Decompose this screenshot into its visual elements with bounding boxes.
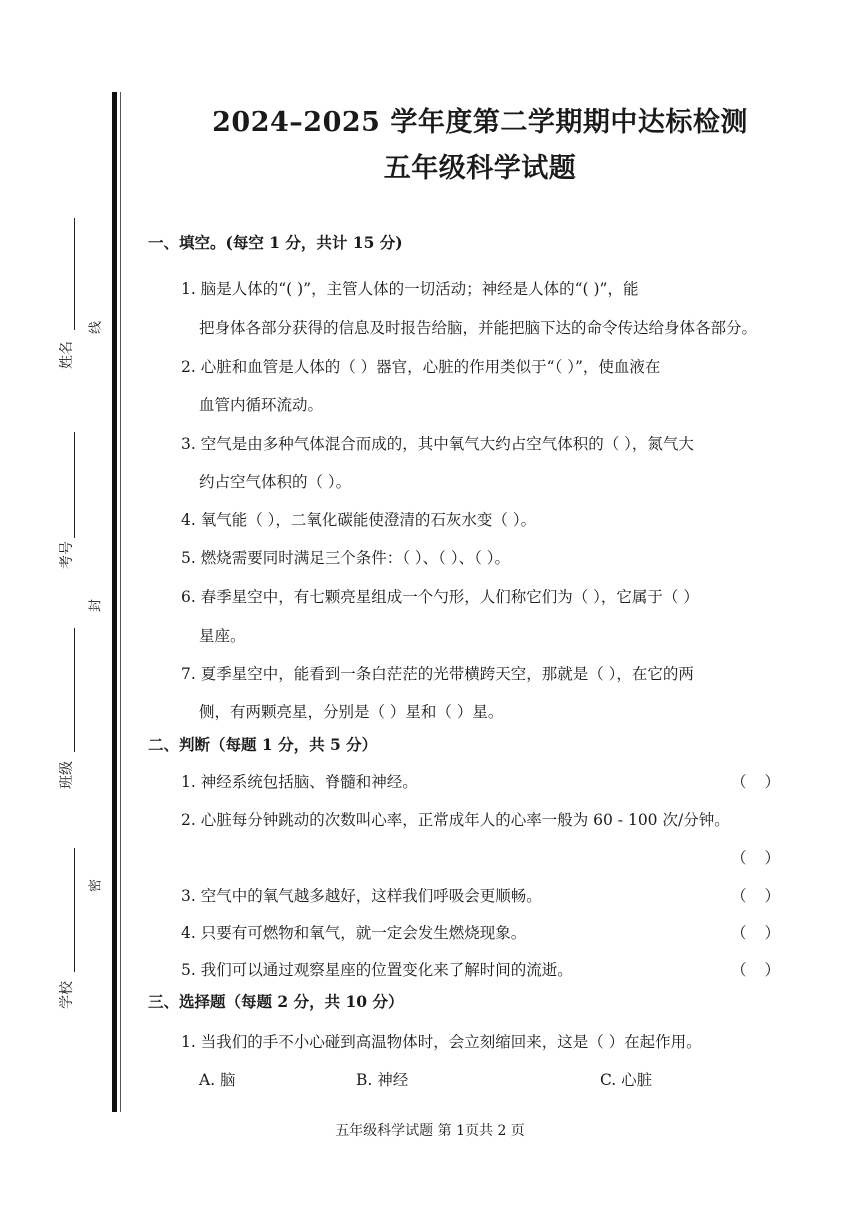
s1-q6-line2: 星座。 — [199, 627, 246, 645]
name-label: 姓名 — [59, 341, 75, 369]
section1-heading: 一、填空。(每空 1 分，共计 15 分) — [148, 233, 403, 252]
s3-q1-option-a[interactable]: A. 脑 — [199, 1071, 236, 1089]
s2-q4-answer-paren[interactable]: （） — [731, 924, 799, 942]
s1-q2-line1: 2. 心脏和血管是人体的（ ）器官，心脏的作用类似于“（ ）”，使血液在 — [181, 358, 661, 376]
s2-q4: 4. 只要有可燃物和氧气，就一定会发生燃烧现象。 — [181, 924, 527, 942]
section3-heading: 三、选择题（每题 2 分，共 10 分） — [148, 992, 404, 1011]
s1-q5: 5. 燃烧需要同时满足三个条件：（ ）、（ ）、（ ）。 — [181, 549, 510, 567]
exam-subtitle: 五年级科学试题 — [383, 153, 577, 184]
s2-q2: 2. 心脏每分钟跳动的次数叫心率，正常成年人的心率一般为 60 - 100 次/分钟。 — [181, 811, 730, 829]
s1-q6-line1: 6. 春季星空中，有七颗亮星组成一个勺形，人们称它们为（ ），它属于（ ） — [181, 588, 699, 606]
school-label: 学校 — [59, 981, 75, 1009]
exam-no-label: 考号 — [59, 541, 75, 569]
s1-q7-line2: 侧，有两颗亮星，分别是（ ）星和（ ）星。 — [199, 703, 504, 721]
s2-q3: 3. 空气中的氧气越多越好，这样我们呼吸会更顺畅。 — [181, 887, 542, 905]
s1-q3-line1: 3. 空气是由多种气体混合而成的，其中氧气大约占空气体积的（ ），氮气大 — [181, 435, 694, 453]
section2-heading: 二、判断（每题 1 分，共 5 分） — [148, 735, 378, 754]
s2-q2-answer-paren[interactable]: （） — [731, 849, 799, 867]
s3-q1-option-b[interactable]: B. 神经 — [356, 1071, 409, 1089]
seal-mi-char: 密 — [88, 879, 104, 893]
binding-line — [112, 92, 117, 1112]
s1-q1-line2: 把身体各部分获得的信息及时报告给脑，并能把脑下达的命令传达给身体各部分。 — [199, 319, 758, 337]
binding-line-inner — [120, 92, 121, 1112]
seal-feng-char: 封 — [88, 599, 104, 613]
s1-q3-line2: 约占空气体积的（ ）。 — [199, 473, 352, 491]
s1-q2-line2: 血管内循环流动。 — [199, 396, 324, 414]
s2-q3-answer-paren[interactable]: （） — [731, 887, 799, 905]
s2-q1-answer-paren[interactable]: （） — [731, 773, 799, 791]
exam-title: 2024–2025 学年度第二学期期中达标检测 — [212, 107, 748, 138]
s1-q4: 4. 氧气能（ ），二氧化碳能使澄清的石灰水变（ ）。 — [181, 511, 537, 529]
s1-q1-line1: 1. 脑是人体的“( )”，主管人体的一切活动；神经是人体的“( )”，能 — [181, 280, 639, 298]
class-label: 班级 — [59, 761, 75, 789]
s2-q1: 1. 神经系统包括脑、脊髓和神经。 — [181, 773, 418, 791]
s3-q1: 1. 当我们的手不小心碰到高温物体时，会立刻缩回来，这是（ ）在起作用。 — [181, 1033, 702, 1051]
s1-q7-line1: 7. 夏季星空中，能看到一条白茫茫的光带横跨天空，那就是（ ），在它的两 — [181, 665, 694, 683]
s2-q5: 5. 我们可以通过观察星座的位置变化来了解时间的流逝。 — [181, 961, 573, 979]
seal-line-char: 线 — [88, 321, 104, 335]
s2-q5-answer-paren[interactable]: （） — [731, 961, 799, 979]
s3-q1-option-c[interactable]: C. 心脏 — [600, 1071, 653, 1089]
page-footer: 五年级科学试题 第 1页共 2 页 — [335, 1123, 525, 1139]
